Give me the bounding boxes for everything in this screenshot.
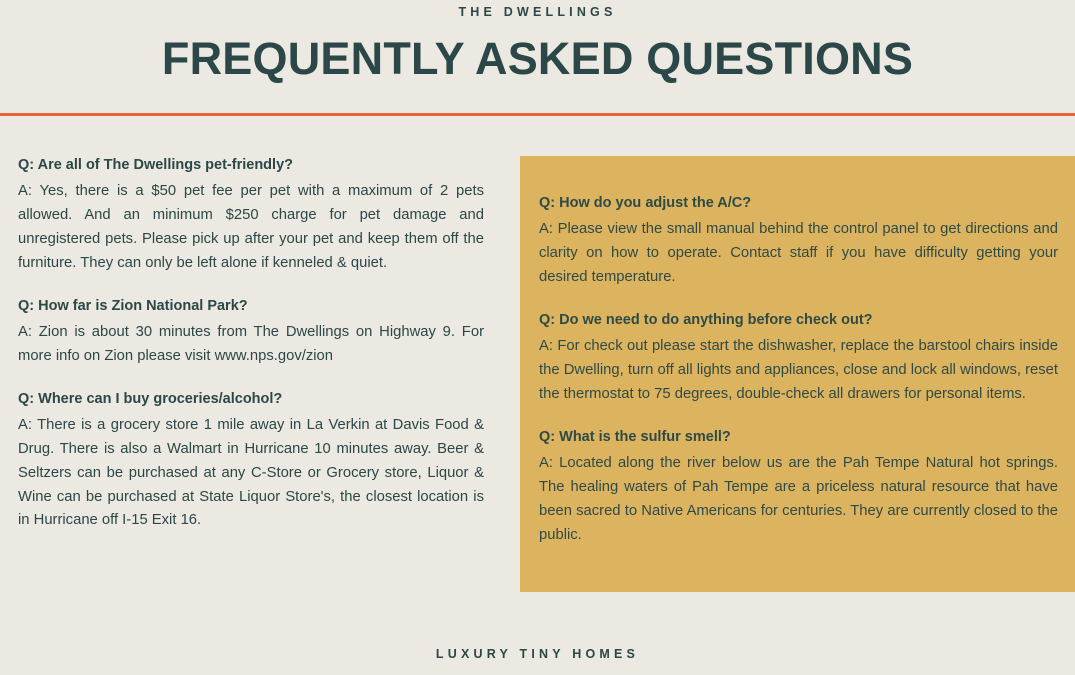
faq-answer: A: Located along the river below us are the Pah Tempe Natural hot springs. The healing waters of Pah Tempe are a priceless natural resource that have been sacred to Native Americans for centuries. They are currently closed to the public. — [539, 454, 1058, 543]
faq-answer: A: Zion is about 30 minutes from The Dwellings on Highway 9. For more info on Zion please visit www.nps.gov/zion — [18, 323, 484, 364]
faq-question: Q: Where can I buy groceries/alcohol? — [18, 390, 283, 407]
faq-answer: A: Please view the small manual behind the control panel to get directions and clarity on how to operate. Contact staff if you have difficulty getting your desired temperature. — [539, 221, 1058, 286]
faq-column-right — [520, 156, 1075, 592]
faq-item — [18, 390, 484, 534]
faq-item — [539, 428, 1058, 548]
brand-eyebrow: THE DWELLINGS — [458, 5, 617, 19]
faq-question: Q: Are all of The Dwellings pet-friendly? — [18, 157, 293, 174]
faq-question: Q: How do you adjust the A/C? — [539, 195, 752, 212]
faq-item — [18, 156, 484, 276]
faq-item — [539, 194, 1058, 290]
faq-question: Q: Do we need to do anything before check out? — [539, 312, 873, 328]
faq-answer: A: For check out please start the dishwasher, replace the barstool chairs inside the Dwelling, turn off all lights and appliances, close and lock all windows, reset the thermostat to 75 degrees, double-check all drawers for personal items. — [539, 337, 1058, 402]
faq-columns — [0, 116, 1075, 626]
faq-question: Q: How far is Zion National Park? — [18, 297, 248, 314]
faq-question: Q: What is the sulfur smell? — [539, 428, 731, 445]
faq-answer: A: Yes, there is a $50 pet fee per pet with a maximum of 2 pets allowed. And an minimum $250 charge for pet damage and unregistered pets. Please pick up after your pet and keep them off the furniture. They can only be left alone if kenneled & quiet. — [18, 183, 484, 271]
page-title: FREQUENTLY ASKED QUESTIONS — [161, 33, 914, 84]
faq-column-left — [0, 116, 520, 533]
faq-item — [18, 297, 484, 369]
footer-tagline: LUXURY TINY HOMES — [435, 647, 640, 661]
faq-answer: A: There is a grocery store 1 mile away in La Verkin at Davis Food & Drug. There is also a Walmart in Hurricane 10 minutes away. Beer & Seltzers can be purchased at any C-Store or Grocery store, Liquor & Wine can be purchased at State Liquor Store's, the closest location is in Hurricane off I-15 Exit 16. — [18, 416, 484, 529]
faq-item — [539, 311, 1058, 407]
